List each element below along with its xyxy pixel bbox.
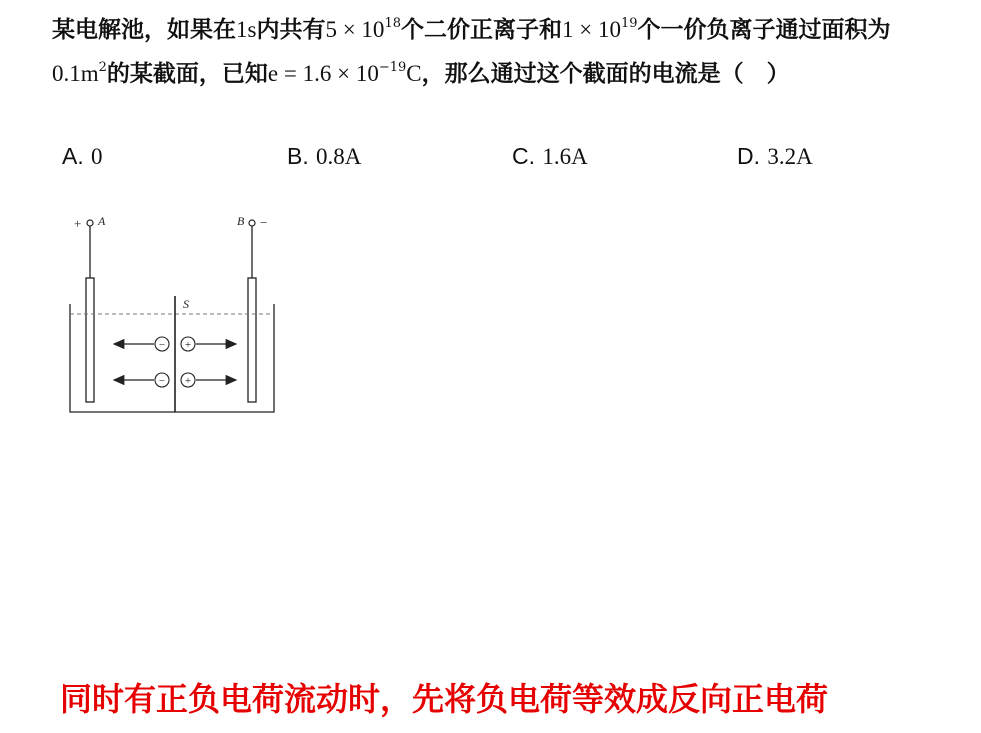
question-part-3: 个二价正离子和	[400, 16, 562, 43]
electrode-b-label: B	[237, 214, 245, 228]
answer-options	[0, 143, 981, 179]
time-value: 1s	[236, 17, 257, 42]
option-c[interactable]	[512, 143, 588, 170]
plus-terminal-label: +	[74, 216, 82, 231]
option-a[interactable]	[62, 143, 103, 170]
question-part-2: 内共有	[256, 16, 326, 43]
option-letter: D.	[737, 143, 760, 169]
positive-ion-sign: +	[184, 375, 192, 387]
charge-exponent: −19	[378, 60, 407, 75]
hint-text: 同时有正负电荷流动时，先将负电荷等效成反向正电荷	[60, 680, 829, 718]
positive-ion-count: 5 × 10	[325, 17, 385, 42]
negative-ion-sign: −	[158, 339, 166, 351]
option-d[interactable]	[737, 143, 813, 170]
option-value: 0.8A	[316, 144, 362, 169]
option-letter: C.	[512, 143, 535, 169]
question-part-6: ，那么通过这个截面的电流是（ ）	[421, 60, 790, 87]
charge-value: e = 1.6 × 10	[267, 61, 379, 86]
charge-unit: C	[406, 61, 422, 86]
negative-ion-exponent: 19	[620, 16, 638, 31]
question-part-1: 某电解池，如果在	[52, 16, 236, 43]
terminal-a	[87, 220, 93, 226]
option-letter: A.	[62, 143, 84, 169]
negative-ion-count: 1 × 10	[561, 17, 621, 42]
positive-ion-sign: +	[184, 339, 192, 351]
question-part-4: 个一价负离子通过面积为	[637, 16, 891, 43]
electrode-b	[248, 278, 256, 402]
option-value: 0	[91, 144, 103, 169]
terminal-b	[249, 220, 255, 226]
area-value: 0.1m	[52, 61, 99, 86]
option-letter: B.	[287, 143, 309, 169]
question-part-5: 的某截面，已知	[106, 60, 268, 87]
negative-ion-sign: −	[158, 375, 166, 387]
option-b[interactable]	[287, 143, 361, 170]
option-value: 1.6A	[542, 144, 588, 169]
cross-section-label: S	[183, 297, 189, 311]
electrode-a	[86, 278, 94, 402]
electrode-a-label: A	[98, 214, 106, 228]
question-text	[52, 8, 932, 96]
cell-container	[70, 304, 274, 412]
area-exponent: 2	[98, 60, 107, 75]
minus-terminal-label: −	[260, 215, 268, 230]
electrolytic-cell-diagram	[62, 208, 282, 418]
positive-ion-exponent: 18	[384, 16, 401, 31]
option-value: 3.2A	[767, 144, 813, 169]
